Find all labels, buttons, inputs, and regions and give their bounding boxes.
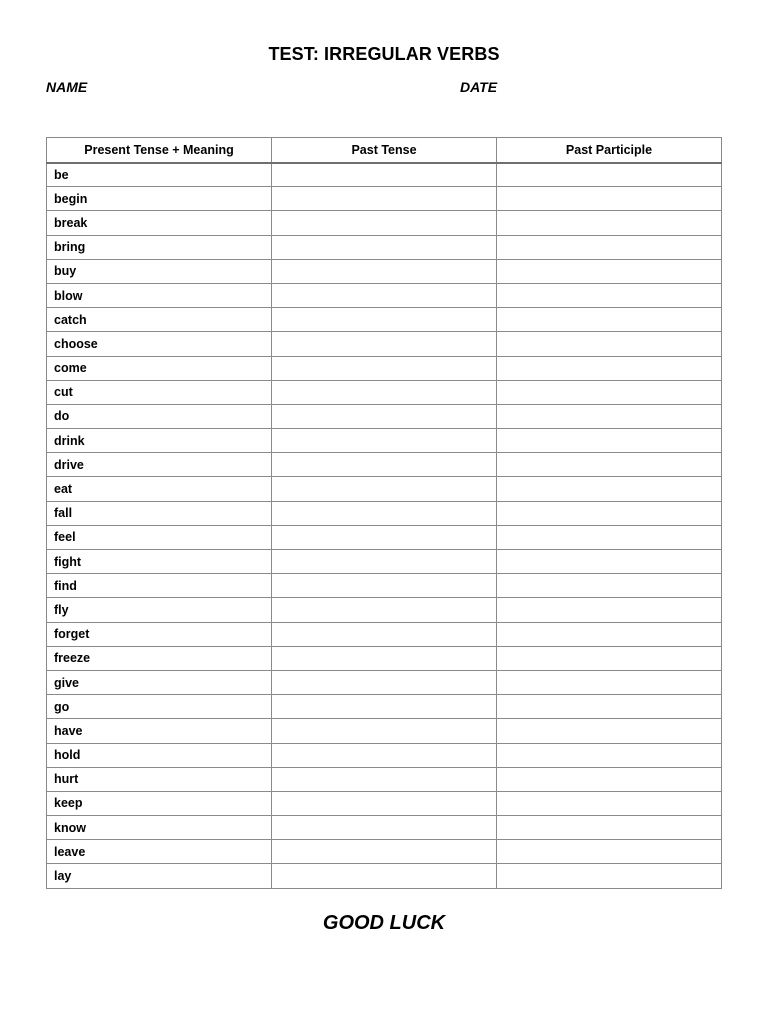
verb-cell: hold (47, 743, 272, 767)
verb-cell: know (47, 816, 272, 840)
past-participle-answer-cell[interactable] (497, 356, 722, 380)
verb-cell: come (47, 356, 272, 380)
past-participle-answer-cell[interactable] (497, 187, 722, 211)
good-luck-text: GOOD LUCK (322, 912, 446, 934)
past-participle-answer-cell[interactable] (497, 404, 722, 428)
table-row (47, 840, 722, 864)
table-row (47, 743, 722, 767)
past-participle-answer-cell[interactable] (497, 235, 722, 259)
table-row (47, 864, 722, 888)
verb-cell: leave (47, 840, 272, 864)
past-tense-answer-cell[interactable] (272, 695, 497, 719)
past-tense-answer-cell[interactable] (272, 646, 497, 670)
past-participle-answer-cell[interactable] (497, 816, 722, 840)
table-row (47, 501, 722, 525)
table-row (47, 308, 722, 332)
verb-cell: break (47, 211, 272, 235)
past-participle-answer-cell[interactable] (497, 598, 722, 622)
name-label: NAME (46, 79, 88, 95)
verb-rows (47, 163, 722, 889)
table-row (47, 574, 722, 598)
table-row (47, 550, 722, 574)
verb-cell: forget (47, 622, 272, 646)
verb-cell: choose (47, 332, 272, 356)
verb-cell: hurt (47, 767, 272, 791)
verb-cell: fall (47, 501, 272, 525)
past-tense-answer-cell[interactable] (272, 283, 497, 307)
past-tense-answer-cell[interactable] (272, 211, 497, 235)
table-row (47, 356, 722, 380)
table-row (47, 791, 722, 815)
past-tense-answer-cell[interactable] (272, 380, 497, 404)
header-past-tense: Past Tense (272, 138, 497, 163)
past-participle-answer-cell[interactable] (497, 429, 722, 453)
past-participle-answer-cell[interactable] (497, 332, 722, 356)
verb-cell: have (47, 719, 272, 743)
verb-cell: drive (47, 453, 272, 477)
past-tense-answer-cell[interactable] (272, 235, 497, 259)
table-row (47, 259, 722, 283)
verbs-table (46, 137, 722, 889)
table-row (47, 622, 722, 646)
past-tense-answer-cell[interactable] (272, 864, 497, 888)
past-participle-answer-cell[interactable] (497, 574, 722, 598)
past-participle-answer-cell[interactable] (497, 743, 722, 767)
past-tense-answer-cell[interactable] (272, 719, 497, 743)
table-row (47, 163, 722, 187)
header-past-participle: Past Participle (497, 138, 722, 163)
past-tense-answer-cell[interactable] (272, 477, 497, 501)
past-tense-answer-cell[interactable] (272, 308, 497, 332)
past-tense-answer-cell[interactable] (272, 767, 497, 791)
table-row (47, 187, 722, 211)
past-tense-answer-cell[interactable] (272, 574, 497, 598)
past-tense-answer-cell[interactable] (272, 550, 497, 574)
past-participle-answer-cell[interactable] (497, 670, 722, 694)
table-row (47, 235, 722, 259)
past-participle-answer-cell[interactable] (497, 767, 722, 791)
verb-cell: lay (47, 864, 272, 888)
verb-cell: drink (47, 429, 272, 453)
past-tense-answer-cell[interactable] (272, 525, 497, 549)
past-tense-answer-cell[interactable] (272, 816, 497, 840)
past-tense-answer-cell[interactable] (272, 622, 497, 646)
past-participle-answer-cell[interactable] (497, 622, 722, 646)
table-row (47, 429, 722, 453)
past-participle-answer-cell[interactable] (497, 308, 722, 332)
table-row (47, 646, 722, 670)
past-participle-answer-cell[interactable] (497, 380, 722, 404)
verb-cell: go (47, 695, 272, 719)
table-row (47, 719, 722, 743)
table-row (47, 332, 722, 356)
past-tense-answer-cell[interactable] (272, 598, 497, 622)
past-tense-answer-cell[interactable] (272, 429, 497, 453)
past-participle-answer-cell[interactable] (497, 646, 722, 670)
verb-cell: fly (47, 598, 272, 622)
table-row (47, 283, 722, 307)
table-row (47, 767, 722, 791)
past-participle-answer-cell[interactable] (497, 791, 722, 815)
past-tense-answer-cell[interactable] (272, 743, 497, 767)
table-row (47, 695, 722, 719)
past-tense-answer-cell[interactable] (272, 453, 497, 477)
past-participle-answer-cell[interactable] (497, 259, 722, 283)
verb-cell: do (47, 404, 272, 428)
table-row (47, 380, 722, 404)
table-row (47, 477, 722, 501)
verb-cell: blow (47, 283, 272, 307)
table-header-row (47, 138, 722, 163)
table-row (47, 525, 722, 549)
past-participle-answer-cell[interactable] (497, 719, 722, 743)
past-participle-answer-cell[interactable] (497, 477, 722, 501)
past-participle-answer-cell[interactable] (497, 695, 722, 719)
table-row (47, 670, 722, 694)
verb-cell: feel (47, 525, 272, 549)
table-row (47, 453, 722, 477)
table-row (47, 598, 722, 622)
verb-cell: find (47, 574, 272, 598)
past-tense-answer-cell[interactable] (272, 163, 497, 187)
header-present-tense: Present Tense + Meaning (47, 138, 272, 163)
past-tense-answer-cell[interactable] (272, 187, 497, 211)
verb-cell: freeze (47, 646, 272, 670)
verb-cell: begin (47, 187, 272, 211)
past-tense-answer-cell[interactable] (272, 501, 497, 525)
table-row (47, 816, 722, 840)
verb-cell: buy (47, 259, 272, 283)
table-row (47, 404, 722, 428)
past-tense-answer-cell[interactable] (272, 670, 497, 694)
past-tense-answer-cell[interactable] (272, 404, 497, 428)
verb-cell: give (47, 670, 272, 694)
verb-cell: fight (47, 550, 272, 574)
past-participle-answer-cell[interactable] (497, 211, 722, 235)
past-participle-answer-cell[interactable] (497, 864, 722, 888)
past-participle-answer-cell[interactable] (497, 283, 722, 307)
verb-cell: bring (47, 235, 272, 259)
past-tense-answer-cell[interactable] (272, 840, 497, 864)
past-participle-answer-cell[interactable] (497, 840, 722, 864)
page-title: TEST: IRREGULAR VERBS (268, 44, 500, 64)
verb-cell: catch (47, 308, 272, 332)
verb-cell: eat (47, 477, 272, 501)
past-participle-answer-cell[interactable] (497, 525, 722, 549)
verb-cell: be (47, 163, 272, 187)
past-participle-answer-cell[interactable] (497, 501, 722, 525)
verb-cell: cut (47, 380, 272, 404)
past-tense-answer-cell[interactable] (272, 332, 497, 356)
past-participle-answer-cell[interactable] (497, 550, 722, 574)
past-participle-answer-cell[interactable] (497, 453, 722, 477)
past-tense-answer-cell[interactable] (272, 356, 497, 380)
past-tense-answer-cell[interactable] (272, 791, 497, 815)
table-row (47, 211, 722, 235)
past-participle-answer-cell[interactable] (497, 163, 722, 187)
date-label: DATE (460, 79, 498, 95)
verb-cell: keep (47, 791, 272, 815)
past-tense-answer-cell[interactable] (272, 259, 497, 283)
